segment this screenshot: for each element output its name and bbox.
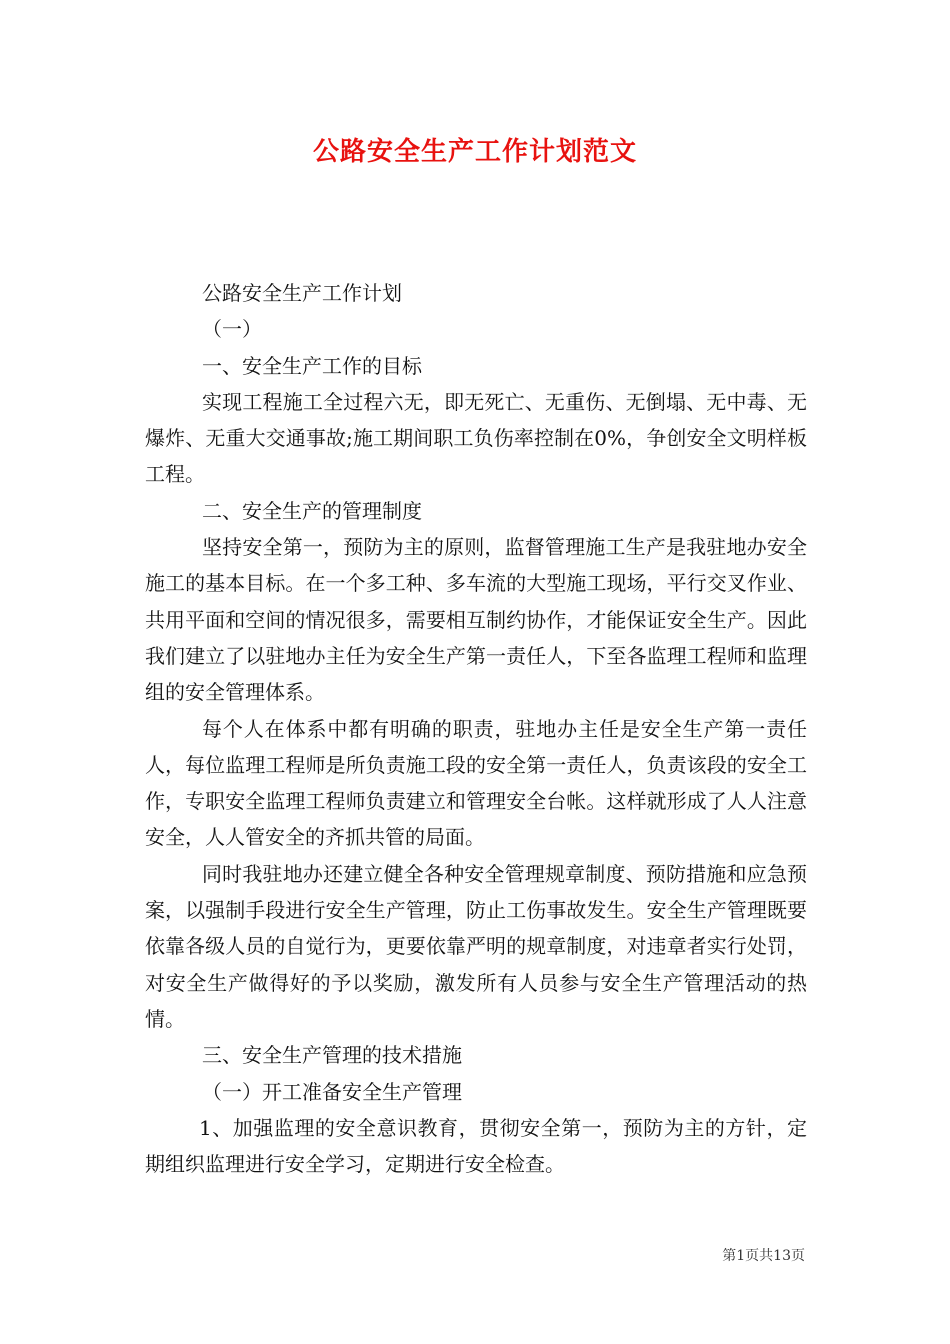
section-heading-goals: 一、安全生产工作的目标 [202, 353, 422, 378]
document-body [145, 275, 807, 1182]
paragraph-item-1: 1、加强监理的安全意识教育，贯彻安全第一，预防为主的方针，定期组织监理进行安全学习，定期进行安全检查。 [145, 1115, 807, 1177]
subsection-heading-preparation: （一）开工准备安全生产管理 [202, 1079, 462, 1104]
plan-heading: 公路安全生产工作计划 [202, 281, 402, 305]
section-heading-technical: 三、安全生产管理的技术措施 [202, 1043, 462, 1068]
paragraph-goals: 实现工程施工全过程六无，即无死亡、无重伤、无倒塌、无中毒、无爆炸、无重大交通事故;施工期间职工负伤率控制在0%，争创安全文明样板工程。 [145, 389, 807, 487]
page-indicator: 第1页共13页 [722, 1248, 805, 1264]
section-number: （一） [202, 317, 262, 342]
section-heading-management: 二、安全生产的管理制度 [202, 498, 422, 523]
paragraph-management-principle: 坚持安全第一，预防为主的原则，监督管理施工生产是我驻地办安全施工的基本目标。在一个多工种、多车流的大型施工现场，平行交叉作业、共用平面和空间的情况很多，需要相互制约协作，才能保证安全生产。因此我们建立了以驻地办主任为安全生产第一责任人，下至各监理工程师和监理组的安全管理体系。 [145, 535, 807, 705]
document-title: 公路安全生产工作计划范文 [312, 137, 637, 167]
paragraph-regulations: 同时我驻地办还建立健全各种安全管理规章制度、预防措施和应急预案，以强制手段进行安全生产管理，防止工伤事故发生。安全生产管理既要依靠各级人员的自觉行为，更要依靠严明的规章制度，对违章者实行处罚，对安全生产做得好的予以奖励，激发所有人员参与安全生产管理活动的热情。 [145, 861, 807, 1031]
paragraph-responsibilities: 每个人在体系中都有明确的职责，驻地办主任是安全生产第一责任人，每位监理工程师是所负责施工段的安全第一责任人，负责该段的安全工作，专职安全监理工程师负责建立和管理安全台帐。这样就形成了人人注意安全，人人管安全的齐抓共管的局面。 [145, 716, 807, 850]
